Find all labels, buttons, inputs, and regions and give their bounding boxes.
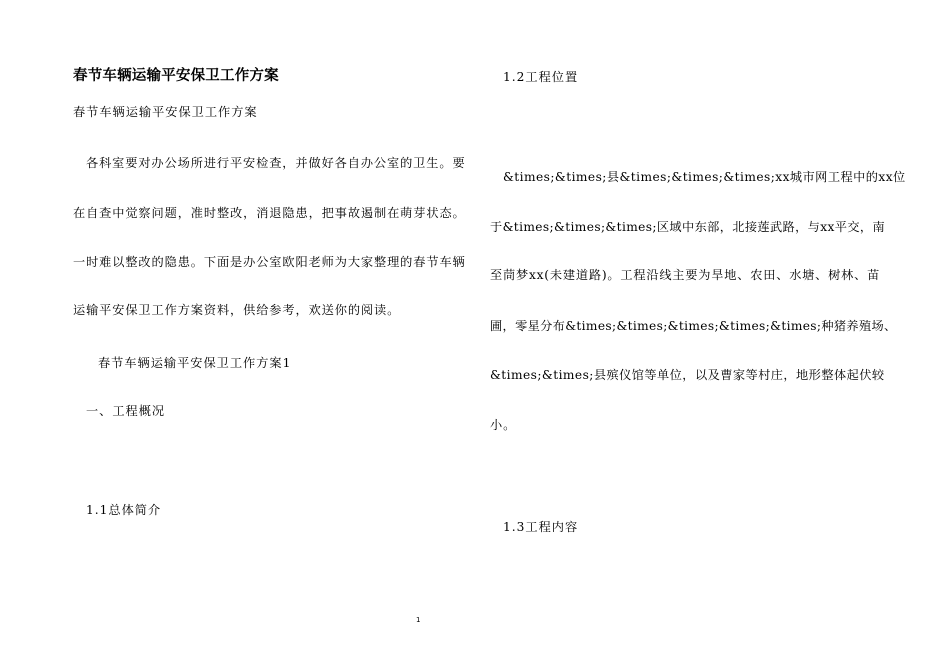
intro-line: 在自查中觉察问题，准时整改，消退隐患，把事故遏制在萌芽状态。	[73, 206, 466, 220]
subsection-heading: 1.1总体简介	[86, 503, 162, 517]
intro-line: 各科室要对办公场所进行平安检查，并做好各自办公室的卫生。要	[86, 156, 466, 170]
location-line: 至茼梦xx(未建道路)。工程沿线主要为旱地、农田、水塘、树林、苗	[490, 268, 881, 282]
intro-line: 一时难以整改的隐患。下面是办公室欧阳老师为大家整理的春节车辆	[73, 255, 466, 269]
document-title: 春节车辆运输平安保卫工作方案	[73, 68, 279, 84]
subsection-heading: 1.2工程位置	[503, 70, 579, 84]
location-line: &times;&times;县&times;&times;&times;xx城市网工程中的xx位	[503, 170, 906, 184]
location-line: 圃，零星分布&times;&times;&times;&times;&times;种猪养殖场、	[490, 319, 897, 333]
section-heading: 一、工程概况	[86, 404, 166, 418]
intro-line: 运输平安保卫工作方案资料，供给参考，欢送你的阅读。	[73, 303, 401, 317]
subsection-heading: 1.3工程内容	[503, 520, 579, 534]
section-title: 春节车辆运输平安保卫工作方案1	[98, 356, 292, 370]
location-line: 小。	[490, 418, 517, 432]
document-subtitle: 春节车辆运输平安保卫工作方案	[73, 105, 258, 119]
location-line: &times;&times;县殡仪馆等单位，以及曹家等村庄，地形整体起伏较	[490, 368, 885, 382]
location-line: 于&times;&times;&times;区域中东部，北接莲武路，与xx平交，南	[490, 220, 886, 234]
page-number: 1	[416, 616, 421, 624]
